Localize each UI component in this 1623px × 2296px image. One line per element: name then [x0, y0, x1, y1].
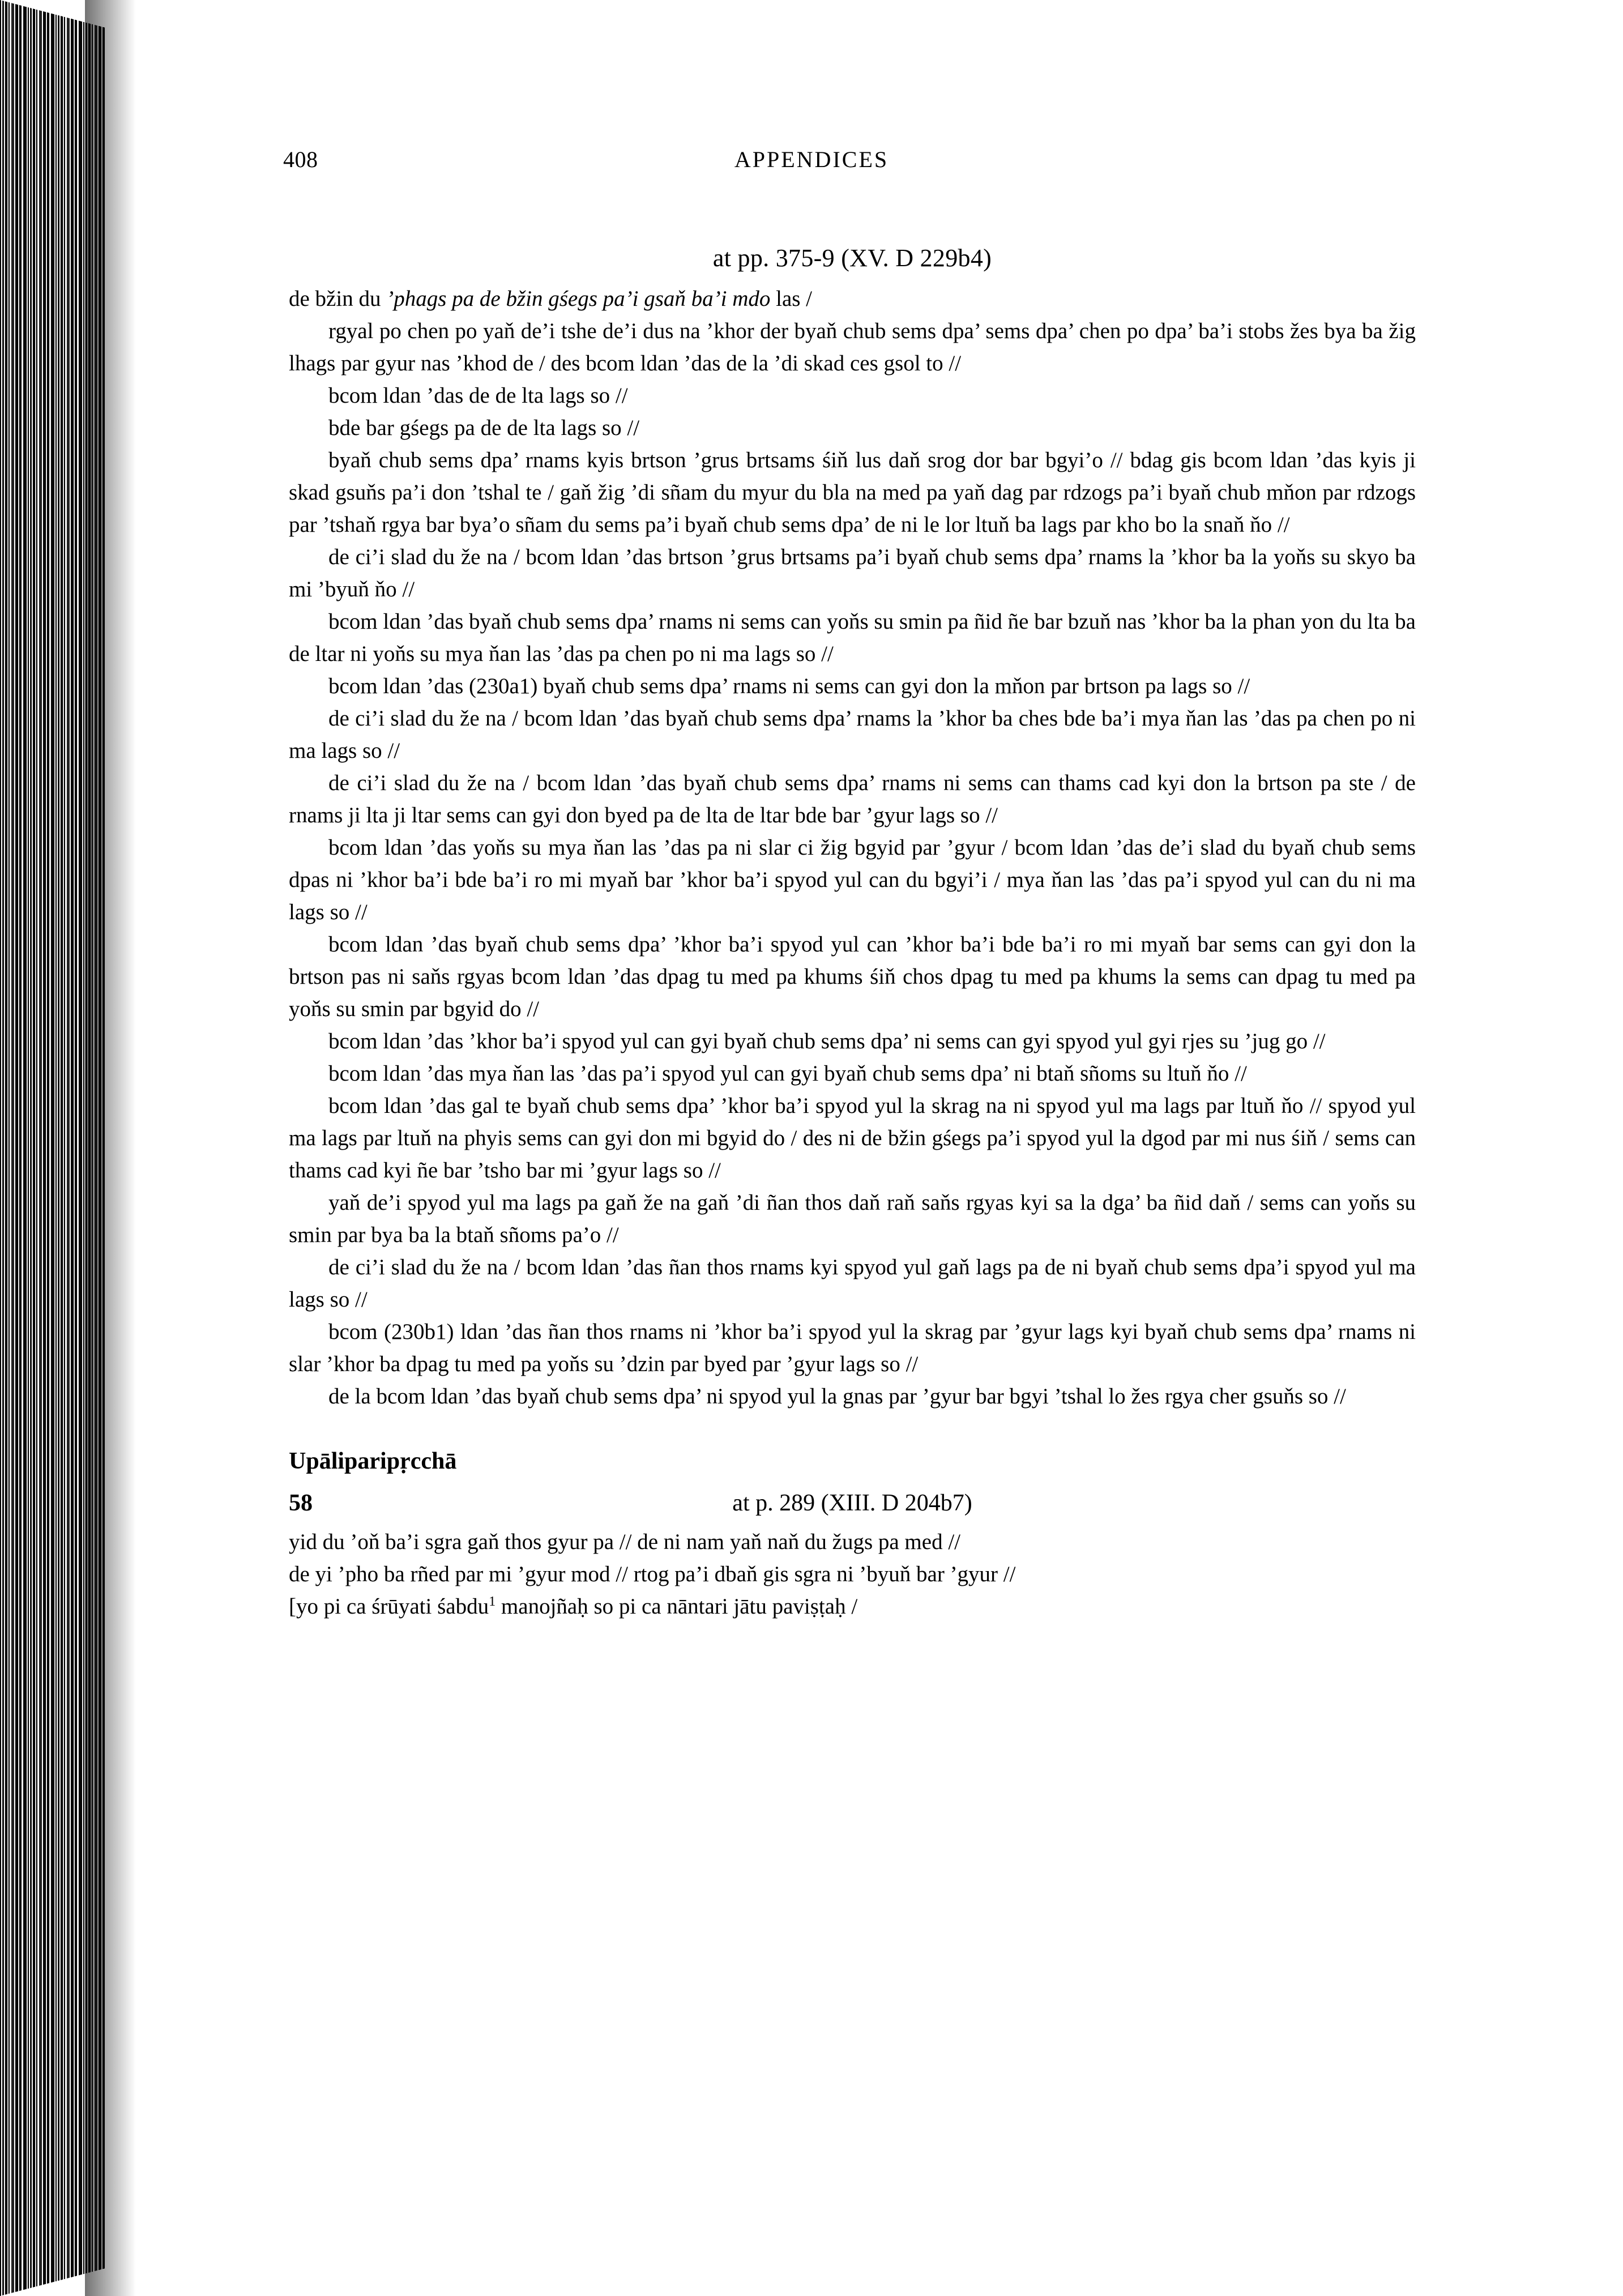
paragraph: bcom ldan ’das ’khor ba’i spyod yul can gyi byaň chub sems dpa’ ni sems can gyi spyod yul gyi rjes su ’jug go // [328, 1029, 1326, 1053]
verse-line: de yi ’pho ba rñed par mi ’gyur mod // rtog pa’i dbaň gis sgra ni ’byuň bar ’gyur // [289, 1562, 1016, 1586]
paragraph: de la bcom ldan ’das byaň chub sems dpa’ ni spyod yul la gnas par ’gyur bar bgyi ’tshal lo žes rgya cher gsuňs so // [328, 1384, 1346, 1409]
paragraph: yaň de’i spyod yul ma lags pa gaň že na gaň ’di ñan thos daň raň saňs rgyas kyi sa la dga’ ba ñid daň / sems can yoňs su smin par bya ba la btaň sñoms pa’o // [289, 1190, 1416, 1247]
running-head: APPENDICES [734, 147, 889, 172]
paragraph: bcom ldan ’das yoňs su mya ňan las ’das pa ni slar ci žig bgyid par ’gyur / bcom ldan ’das de’i slad du byaň chub sems dpas ni ’khor ba’i bde ba’i ro mi myaň bar ’khor ba’i spyod yul can du bgyi’i / mya ňan las ’das pa’i spyod yul can du ni ma lags so // [289, 835, 1416, 924]
page-header [0, 146, 1623, 172]
sanskrit-after: manojñaḥ so pi ca nāntari jātu paviṣṭaḥ / [496, 1594, 858, 1619]
sanskrit-line [289, 1590, 1416, 1623]
paragraph: bcom ldan ’das de de lta lags so // [328, 383, 628, 408]
paragraph: bcom ldan ’das mya ňan las ’das pa’i spyod yul can gyi byaň chub sems dpa’ ni btaň sñoms su ltuň ňo // [328, 1061, 1247, 1086]
footnote-marker: 1 [489, 1594, 496, 1609]
subsection [289, 1448, 1416, 1623]
subsection-number: 58 [289, 1490, 313, 1516]
paragraph-intro [289, 283, 1416, 315]
paragraph: rgyal po chen po yaň de’i tshe de’i dus na ’khor der byaň chub sems dpa’ sems dpa’ chen po dpa’ ba’i stobs žes bya ba žig lhags par gyur nas ’khod de / des bcom ldan ’das de la ’di skad ces gsol to // [289, 319, 1416, 375]
paragraph: de ci’i slad du že na / bcom ldan ’das byaň chub sems dpa’ rnams la ’khor ba ches bde ba’i mya ňan las ’das pa chen po ni ma lags so // [289, 706, 1416, 763]
intro-sutra-title: ’phags pa de bžin gśegs pa’i gsaň ba’i mdo [386, 287, 771, 311]
paragraph: byaň chub sems dpa’ rnams kyis brtson ’grus brtsams śiň lus daň srog dor bar bgyi’o // bdag gis bcom ldan ’das kyis ji skad gsuňs pa’i don ’tshal te / gaň žig ’di sñam du myur du bla na med pa yaň dag par rdzogs pa’i byaň chub mňon par rdzogs par ’tshaň rgya bar bya’o sñam du sems pa’i byaň chub sems dpa’ de ni le lor ltuň ba lags par kho bo la snaň ňo // [289, 448, 1416, 537]
paragraph: bcom ldan ’das gal te byaň chub sems dpa’ ’khor ba’i spyod yul la skrag na ni spyod yul ma lags par ltuň ňo // spyod yul ma lags par ltuň na phyis sems can gyi don mi bgyid do / des ni de bžin gśegs pa’i spyod yul la dgod par mi nus śiň / sems can thams cad kyi ñe bar ’tsho bar mi ’gyur lags so // [289, 1094, 1416, 1183]
paragraph: de ci’i slad du že na / bcom ldan ’das ñan thos rnams kyi spyod yul gaň lags pa de ni byaň chub sems dpa’i spyod yul ma lags so // [289, 1255, 1416, 1312]
verse-line: yid du ’oň ba’i sgra gaň thos gyur pa // de ni nam yaň naň du žugs pa med // [289, 1530, 960, 1554]
paragraph: de ci’i slad du že na / bcom ldan ’das brtson ’grus brtsams pa’i byaň chub sems dpa’ rnams la ’khor ba la yoňs su skyo ba mi ’byuň ňo // [289, 545, 1416, 601]
paragraph: de ci’i slad du že na / bcom ldan ’das byaň chub sems dpa’ rnams ni sems can thams cad kyi don la brtson pa ste / de rnams ji lta ji ltar sems can gyi don byed pa de lta de ltar bde bar ’gyur lags so // [289, 771, 1416, 827]
page-number: 408 [283, 147, 318, 172]
paragraph: bcom ldan ’das byaň chub sems dpa’ ’khor ba’i spyod yul can ’khor ba’i bde ba’i ro mi myaň bar sems can gyi don la brtson pas ni saňs rgyas bcom ldan ’das dpag tu med pa khums śiň chos dpag tu med pa khums la sems can dpag tu med pa yoňs su smin par bgyid do // [289, 932, 1416, 1021]
subsection-reference: at p. 289 (XIII. D 204b7) [732, 1490, 972, 1516]
paragraph: bcom ldan ’das byaň chub sems dpa’ rnams ni sems can yoňs su smin pa ñid ñe bar bzuň nas ’khor ba la phan yon du lta ba de ltar ni yoňs su mya ňan las ’das pa chen po ni ma lags so // [289, 609, 1416, 666]
subsection-heading [289, 1490, 1416, 1521]
paragraph: bcom ldan ’das (230a1) byaň chub sems dpa’ rnams ni sems can gyi don la mňon par brtson pa lags so // [328, 674, 1250, 698]
paragraph: bcom (230b1) ldan ’das ñan thos rnams ni ’khor ba’i spyod yul la skrag par ’gyur lags kyi byaň chub sems dpa’ rnams ni slar ’khor ba dpag tu med pa yoňs su ’dzin par byed par ’gyur lags so // [289, 1320, 1416, 1376]
paragraph: bde bar gśegs pa de de lta lags so // [328, 416, 640, 440]
intro-after: las / [770, 287, 813, 311]
sanskrit-before: [yo pi ca śrūyati śabdu [289, 1594, 489, 1619]
intro-before: de bžin du [289, 287, 387, 311]
section-title: at pp. 375-9 (XV. D 229b4) [712, 244, 992, 272]
subsection-title: Upāliparipṛcchā [289, 1448, 457, 1474]
page-body [289, 244, 1416, 1623]
